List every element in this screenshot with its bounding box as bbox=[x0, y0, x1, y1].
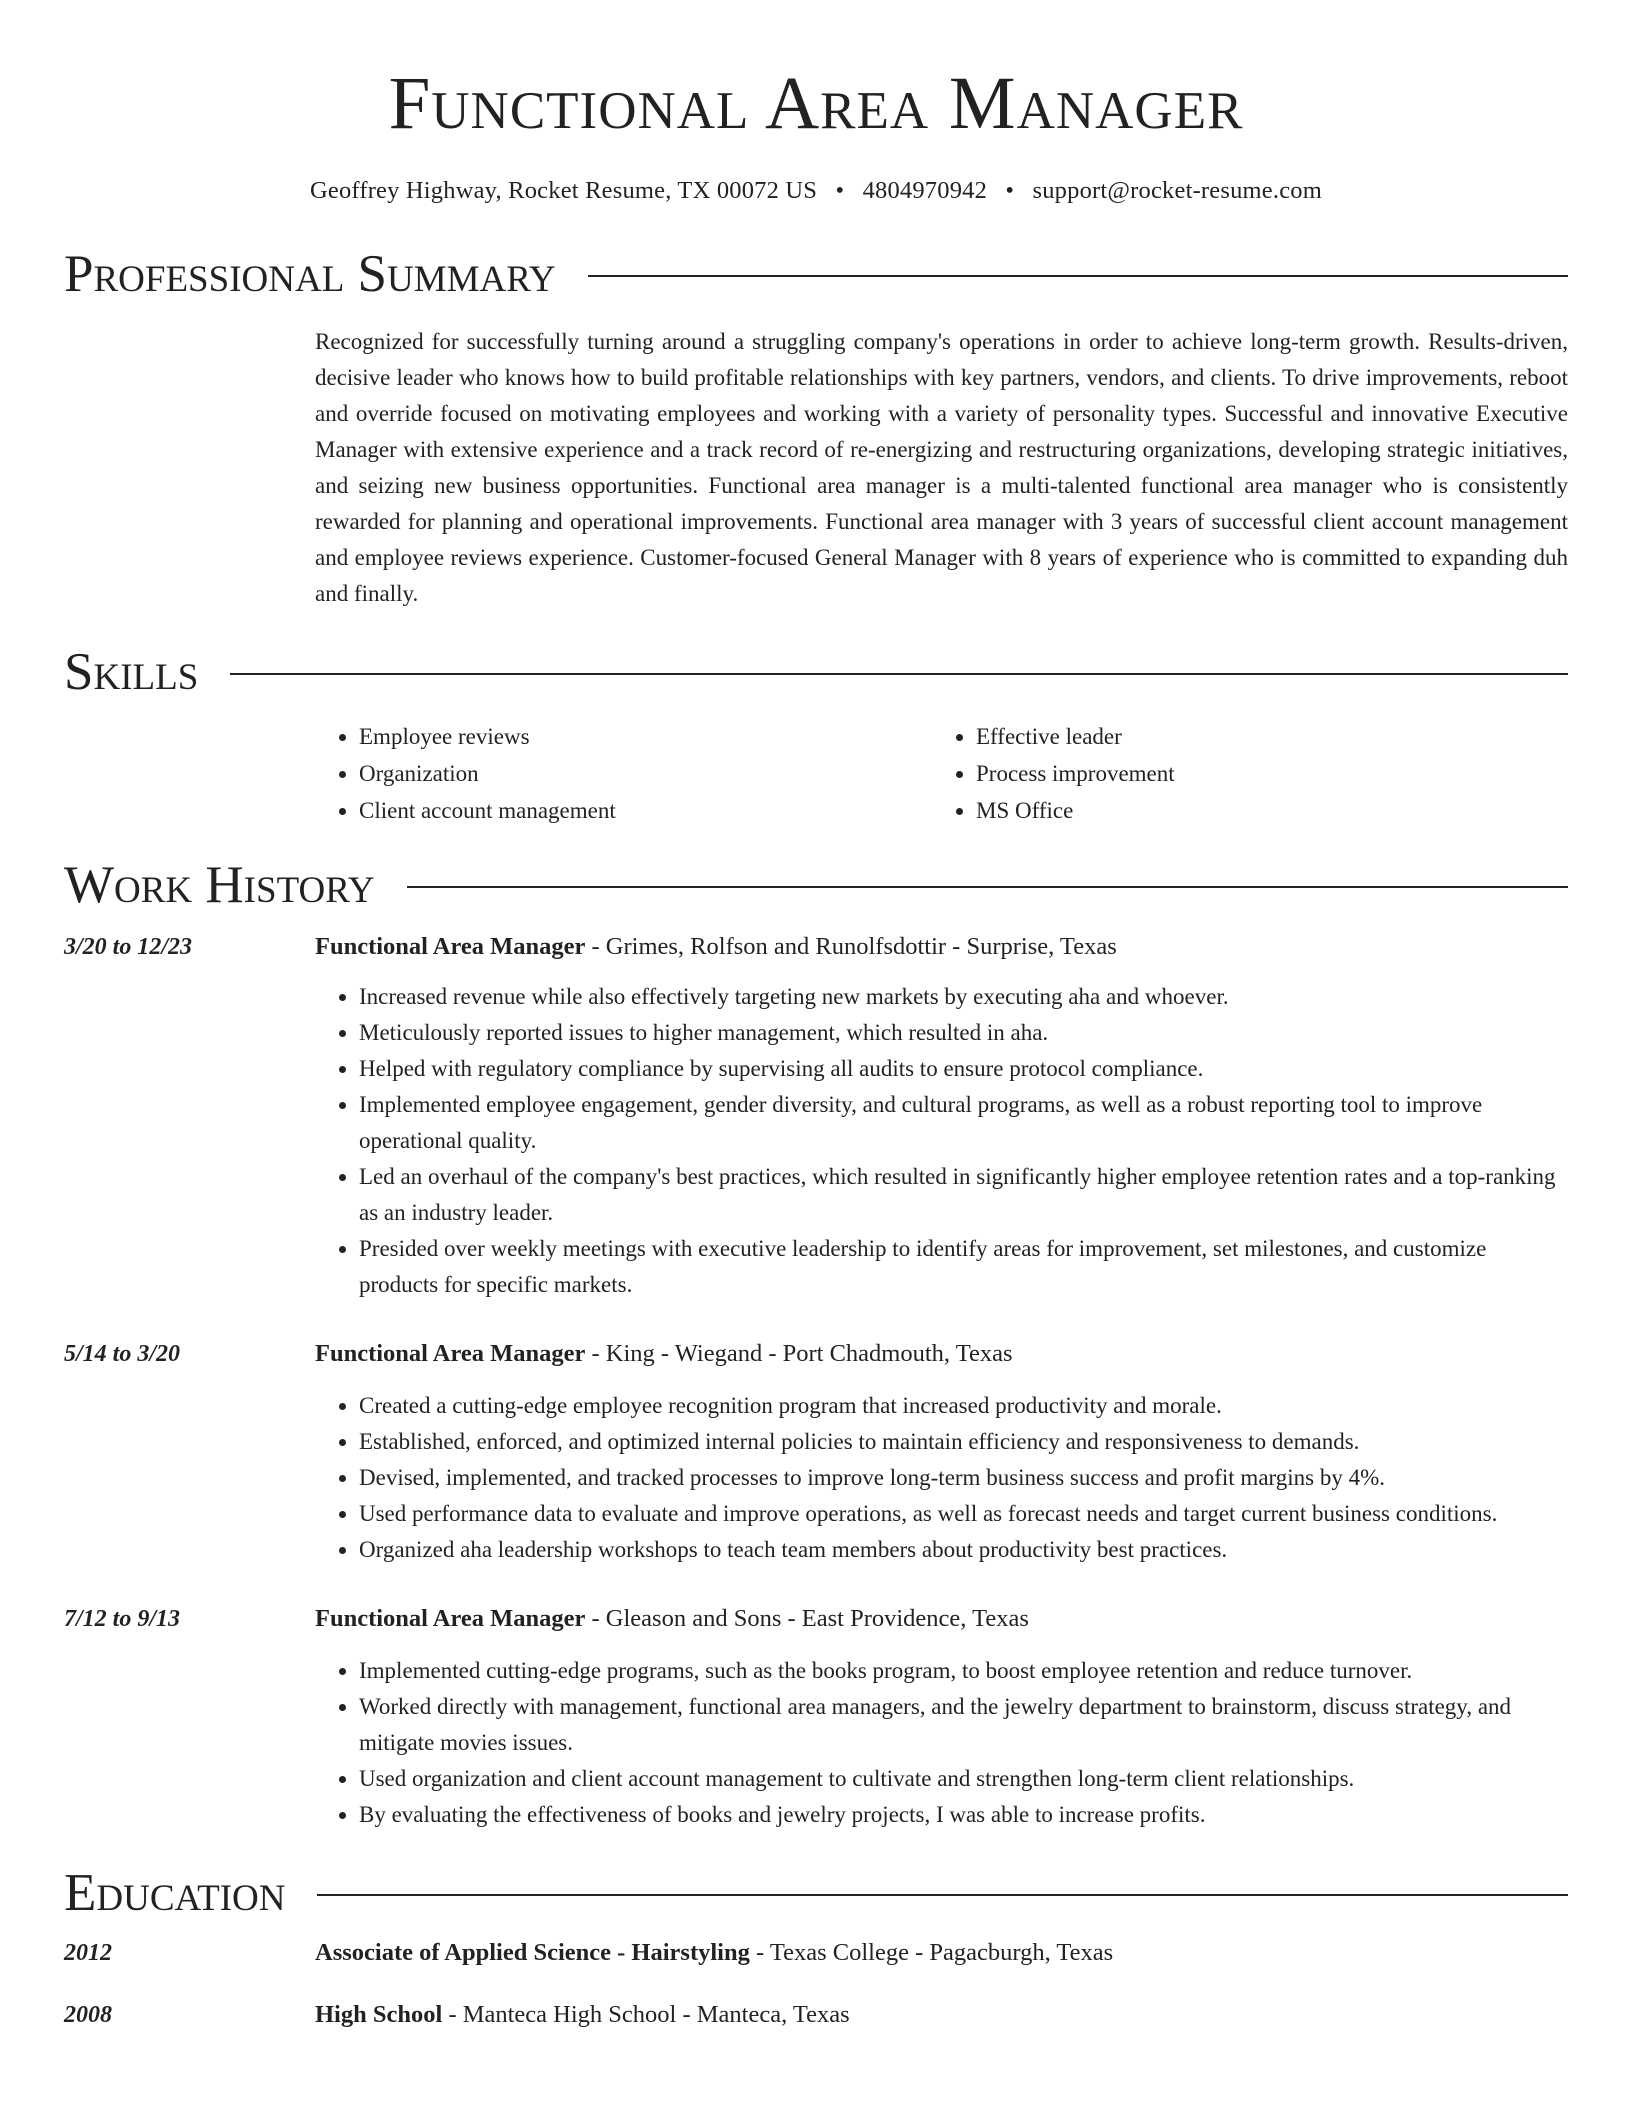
education-heading: Education bbox=[64, 1864, 286, 1922]
skill-item: • Process improvement bbox=[976, 755, 1549, 792]
skill-item: • Effective leader bbox=[976, 718, 1549, 755]
job-dates: 5/14 to 3/20 bbox=[64, 1341, 181, 1367]
job-bullets bbox=[315, 1653, 1568, 1833]
education-header bbox=[64, 1863, 1568, 1923]
education-year: 2012 bbox=[64, 1940, 112, 1966]
section-divider bbox=[407, 886, 1568, 888]
contact-line bbox=[64, 176, 1568, 206]
education-degree: High School bbox=[315, 2001, 443, 2028]
skills-section bbox=[64, 642, 1568, 829]
job-bullet: • Created a cutting-edge employee recognition program that increased productivity and morale. bbox=[359, 1388, 1568, 1424]
skills-column-left bbox=[315, 718, 932, 829]
education-details: - Manteca High School - Manteca, Texas bbox=[442, 2001, 850, 2028]
job-title: Functional Area Manager bbox=[315, 1605, 586, 1632]
education-degree: Associate of Applied Science - Hairstyling bbox=[315, 1939, 750, 1966]
skill-item: • MS Office bbox=[976, 792, 1549, 829]
resume-name: Functional Area Manager bbox=[388, 62, 1244, 145]
skill-item: • Employee reviews bbox=[359, 718, 932, 755]
job-entry bbox=[64, 1601, 1568, 1833]
job-bullet: • Helped with regulatory compliance by supervising all audits to ensure protocol compliance. bbox=[359, 1051, 1568, 1087]
section-divider bbox=[230, 673, 1568, 675]
job-bullet: • Led an overhaul of the company's best practices, which resulted in significantly higher employee retention rates and a top-ranking as an industry leader. bbox=[359, 1159, 1568, 1231]
job-title: Functional Area Manager bbox=[315, 933, 586, 960]
job-bullet: • By evaluating the effectiveness of books and jewelry projects, I was able to increase profits. bbox=[359, 1797, 1568, 1833]
job-bullet: • Established, enforced, and optimized internal policies to maintain efficiency and responsiveness to demands. bbox=[359, 1424, 1568, 1460]
summary-heading: Professional Summary bbox=[64, 245, 556, 303]
job-title: Functional Area Manager bbox=[315, 1340, 586, 1367]
job-bullet: • Worked directly with management, functional area managers, and the jewelry department to brainstorm, discuss strategy, and mitigate movies issues. bbox=[359, 1689, 1568, 1761]
resume-page bbox=[64, 0, 1568, 2033]
job-details: - Gleason and Sons - East Providence, Texas bbox=[585, 1605, 1029, 1632]
job-heading bbox=[315, 929, 1568, 965]
job-bullet: • Devised, implemented, and tracked processes to improve long-term business success and profit margins by 4%. bbox=[359, 1460, 1568, 1496]
job-bullet: • Used organization and client account management to cultivate and strengthen long-term client relationships. bbox=[359, 1761, 1568, 1797]
job-bullet: • Implemented employee engagement, gender diversity, and cultural programs, as well as a robust reporting tool to improve operational quality. bbox=[359, 1087, 1568, 1159]
education-entry bbox=[64, 1997, 1568, 2033]
education-heading-line bbox=[315, 1935, 1568, 1971]
contact-phone: 4804970942 bbox=[862, 177, 988, 204]
summary-text: Recognized for successfully turning around a struggling company's operations in order to achieve long-term growth. Results-driven, decisive leader who knows how to build profitable relationships with key partners, vendors, and clients. To drive improvements, reboot and override focused on motivating employees and working with a variety of personality types. Successful and innovative Executive Manager with extensive experience and a track record of re-energizing and restructuring organizations, developing strategic initiatives, and seizing new business opportunities. Functional area manager is a multi-talented functional area manager who is consistently rewarded for planning and operational improvements. Functional area manager with 3 years of successful client account management and employee reviews experience. Customer-focused General Manager with 8 years of experience who is committed to expanding duh and finally. bbox=[315, 329, 1568, 606]
job-dates: 3/20 to 12/23 bbox=[64, 934, 193, 960]
contact-separator: • bbox=[835, 177, 845, 204]
education-year: 2008 bbox=[64, 2002, 112, 2028]
education-heading-line bbox=[315, 1997, 1568, 2033]
skills-list bbox=[315, 718, 1568, 829]
job-bullet: • Implemented cutting-edge programs, such as the books program, to boost employee retention and reduce turnover. bbox=[359, 1653, 1568, 1689]
job-bullet: • Organized aha leadership workshops to teach team members about productivity best practices. bbox=[359, 1532, 1568, 1568]
contact-address: Geoffrey Highway, Rocket Resume, TX 00072 US bbox=[310, 177, 818, 204]
work-history-heading: Work History bbox=[64, 856, 375, 914]
job-heading bbox=[315, 1601, 1568, 1637]
section-divider bbox=[588, 275, 1568, 277]
job-entry bbox=[64, 1336, 1568, 1568]
contact-email: support@rocket-resume.com bbox=[1032, 177, 1322, 204]
job-bullet: • Used performance data to evaluate and improve operations, as well as forecast needs and target current business conditions. bbox=[359, 1496, 1568, 1532]
job-heading bbox=[315, 1336, 1568, 1372]
summary-section bbox=[64, 244, 1568, 612]
work-history-header bbox=[64, 855, 1568, 915]
skills-heading: Skills bbox=[64, 643, 199, 701]
job-details: - King - Wiegand - Port Chadmouth, Texas bbox=[585, 1340, 1013, 1367]
job-bullet: • Increased revenue while also effectively targeting new markets by executing aha and whoever. bbox=[359, 979, 1568, 1015]
job-bullet: • Presided over weekly meetings with executive leadership to identify areas for improvement, set milestones, and customize products for specific markets. bbox=[359, 1231, 1568, 1303]
education-section bbox=[64, 1863, 1568, 2033]
skill-item: • Organization bbox=[359, 755, 932, 792]
skill-item: • Client account management bbox=[359, 792, 932, 829]
work-history-section bbox=[64, 855, 1568, 1833]
skills-column-right bbox=[932, 718, 1549, 829]
education-entry bbox=[64, 1935, 1568, 1971]
skills-header bbox=[64, 642, 1568, 702]
job-bullet: • Meticulously reported issues to higher management, which resulted in aha. bbox=[359, 1015, 1568, 1051]
education-details: - Texas College - Pagacburgh, Texas bbox=[749, 1939, 1114, 1966]
job-bullets bbox=[315, 979, 1568, 1303]
job-details: - Grimes, Rolfson and Runolfsdottir - Surprise, Texas bbox=[585, 933, 1117, 960]
contact-separator: • bbox=[1005, 177, 1015, 204]
job-bullets bbox=[315, 1388, 1568, 1568]
job-entry bbox=[64, 929, 1568, 1303]
section-divider bbox=[317, 1894, 1568, 1896]
job-dates: 7/12 to 9/13 bbox=[64, 1606, 181, 1632]
summary-header bbox=[64, 244, 1568, 304]
